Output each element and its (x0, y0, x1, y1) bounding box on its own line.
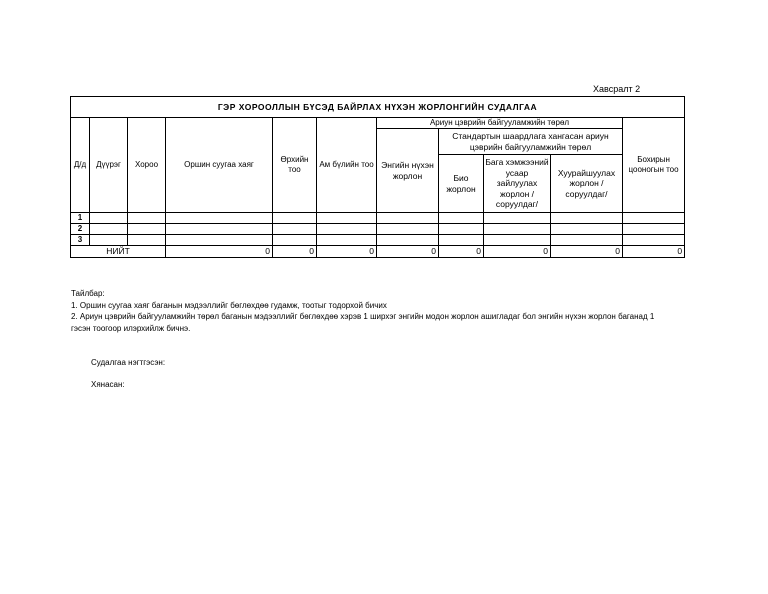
table-cell[interactable] (551, 213, 623, 224)
header-households: Өрхийн тоо (273, 118, 317, 213)
header-regular-pit: Энгийн нүхэн жорлон (377, 129, 439, 213)
header-address: Оршин суугаа хаяг (166, 118, 273, 213)
table-cell[interactable] (90, 213, 128, 224)
total-address: 0 (166, 246, 273, 258)
table-cell[interactable] (273, 224, 317, 235)
table-row (71, 213, 685, 224)
table-cell[interactable] (551, 235, 623, 246)
table-cell[interactable] (484, 224, 551, 235)
prepared-by-label: Судалгаа нэгтгэсэн: (91, 358, 166, 367)
table-cell[interactable] (484, 213, 551, 224)
table-title: ГЭР ХОРООЛЛЫН БҮСЭД БАЙРЛАХ НҮХЭН ЖОРЛОНГИЙН СУДАЛГАА (71, 97, 685, 118)
table-cell[interactable] (377, 224, 439, 235)
header-low-water: Бага хэмжээний усаар зайлуулах жорлон /соруулдаг/ (484, 155, 551, 213)
notes-heading: Тайлбар: (71, 289, 105, 298)
table-cell[interactable] (166, 213, 273, 224)
header-septic: Бохирын цооногын тоо (623, 118, 685, 213)
total-septic: 0 (623, 246, 685, 258)
table-cell[interactable] (273, 235, 317, 246)
table-cell[interactable] (90, 235, 128, 246)
total-label: НИЙТ (71, 246, 166, 258)
table-row (71, 235, 685, 246)
table-cell[interactable] (439, 224, 484, 235)
total-family-members: 0 (317, 246, 377, 258)
total-households: 0 (273, 246, 317, 258)
header-standard-group: Стандартын шаардлага хангасан ариун цэврийн байгууламжийн төрөл (439, 129, 623, 155)
note-item: 2. Ариун цэврийн байгууламжийн төрөл баганын мэдээллийг бөглөхдөө хэрэв 1 ширхэг энгийн модон жорлон ашигладаг бол энгийн нүхэн жорлон баганад 1 гэсэн тоогоор илэрхийлж бичнэ. (71, 312, 655, 333)
header-khoroo: Хороо (128, 118, 166, 213)
checked-by-label: Хянасан: (91, 380, 125, 389)
table-cell[interactable] (484, 235, 551, 246)
table-cell[interactable] (317, 224, 377, 235)
table-cell[interactable] (623, 235, 685, 246)
table-cell[interactable] (377, 235, 439, 246)
row-number: 2 (71, 224, 90, 235)
table-cell[interactable] (317, 213, 377, 224)
note-item: 1. Оршин суугаа хаяг баганын мэдээллийг бөглөхдөө гудамж, тоотыг тодорхой бичих (71, 300, 387, 310)
table-cell[interactable] (317, 235, 377, 246)
total-dry-toilet: 0 (551, 246, 623, 258)
table-cell[interactable] (166, 224, 273, 235)
table-cell[interactable] (90, 224, 128, 235)
table-cell[interactable] (128, 224, 166, 235)
header-no: Д/д (71, 118, 90, 213)
table-cell[interactable] (128, 235, 166, 246)
table-cell[interactable] (128, 213, 166, 224)
table-cell[interactable] (623, 224, 685, 235)
table-cell[interactable] (377, 213, 439, 224)
total-row (71, 246, 685, 258)
table-cell[interactable] (623, 213, 685, 224)
header-family-members: Ам бүлийн тоо (317, 118, 377, 213)
table-cell[interactable] (551, 224, 623, 235)
header-district: Дүүрэг (90, 118, 128, 213)
header-bio-toilet: Био жорлон (439, 155, 484, 213)
total-bio-toilet: 0 (439, 246, 484, 258)
row-number: 1 (71, 213, 90, 224)
row-number: 3 (71, 235, 90, 246)
table-cell[interactable] (166, 235, 273, 246)
total-low-water: 0 (484, 246, 551, 258)
annex-label: Хавсралт 2 (593, 84, 641, 94)
table-row (71, 224, 685, 235)
table-cell[interactable] (273, 213, 317, 224)
total-regular-pit: 0 (377, 246, 439, 258)
header-sanitation-group: Ариун цэврийн байгууламжийн төрөл (377, 118, 623, 129)
header-dry-toilet: Хуурайшуулах жорлон /соруулдаг/ (551, 155, 623, 213)
notes-section (71, 288, 671, 334)
table-cell[interactable] (439, 235, 484, 246)
table-cell[interactable] (439, 213, 484, 224)
survey-table (70, 96, 685, 258)
